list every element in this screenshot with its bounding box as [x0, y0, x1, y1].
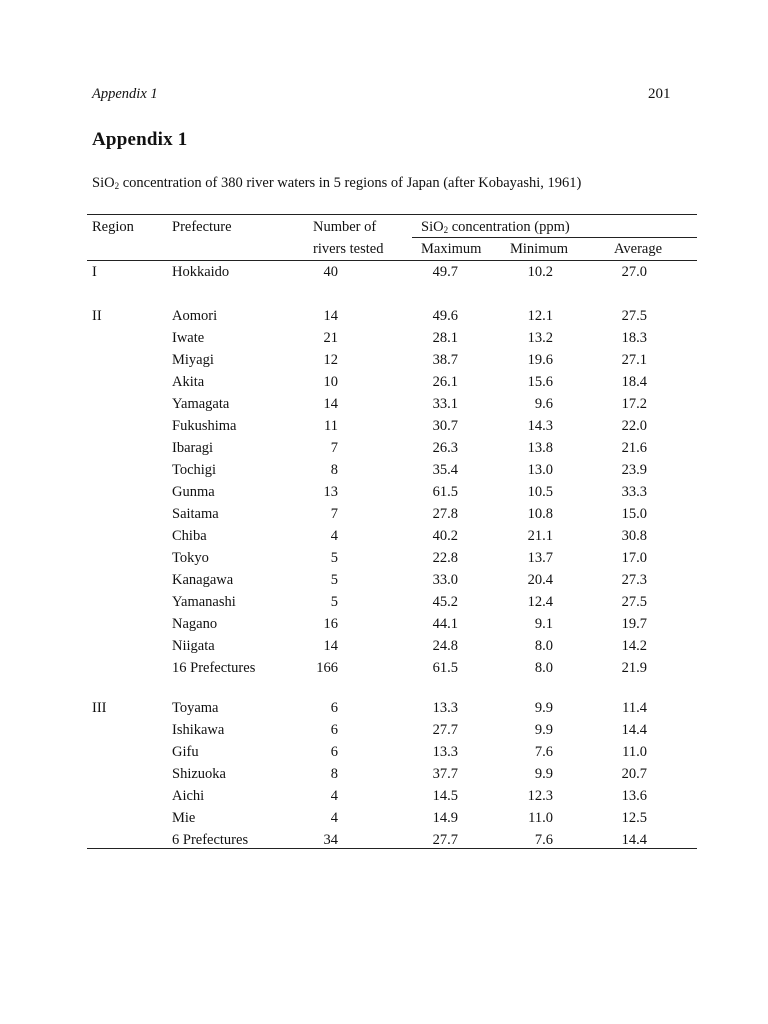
header-maximum: Maximum — [421, 241, 482, 257]
cell-maximum: 44.1 — [432, 616, 458, 632]
cell-minimum: 11.0 — [528, 810, 553, 826]
cell-maximum: 45.2 — [432, 594, 458, 610]
cell-average: 20.7 — [621, 766, 647, 782]
cell-minimum: 9.9 — [534, 700, 553, 716]
cell-rivers-tested: 14 — [323, 638, 338, 654]
cell-prefecture: Gunma — [172, 484, 215, 500]
cell-minimum: 12.1 — [527, 308, 553, 324]
cell-minimum: 13.2 — [527, 330, 553, 346]
cell-maximum: 33.1 — [432, 396, 458, 412]
cell-rivers-tested: 14 — [323, 308, 338, 324]
cell-maximum: 14.5 — [432, 788, 458, 804]
cell-prefecture: Nagano — [172, 616, 218, 632]
cell-minimum: 9.9 — [534, 766, 553, 782]
cell-rivers-tested: 34 — [323, 832, 338, 848]
cell-average: 17.2 — [621, 396, 647, 412]
cell-average: 18.3 — [621, 330, 647, 346]
cell-prefecture: Iwate — [172, 330, 205, 346]
header-bottom-rule — [87, 260, 697, 261]
header-sio-prefix: SiO — [421, 219, 444, 235]
cell-prefecture: Aichi — [172, 788, 205, 804]
cell-average: 22.0 — [621, 418, 647, 434]
cell-maximum: 13.3 — [432, 744, 458, 760]
cell-maximum: 14.9 — [432, 810, 458, 826]
cell-prefecture: Gifu — [172, 744, 199, 760]
cell-rivers-tested: 7 — [330, 506, 338, 522]
table-caption — [92, 173, 670, 197]
cell-minimum: 19.6 — [527, 352, 553, 368]
cell-prefecture: Saitama — [172, 506, 219, 522]
cell-prefecture: Kanagawa — [172, 572, 234, 588]
cell-minimum: 21.1 — [527, 528, 553, 544]
cell-maximum: 30.7 — [432, 418, 458, 434]
cell-minimum: 7.6 — [534, 744, 553, 760]
header-number-line2: rivers tested — [313, 241, 384, 257]
cell-prefecture: Ishikawa — [172, 722, 225, 738]
header-sio-suffix: concentration (ppm) — [448, 219, 570, 235]
cell-minimum: 12.4 — [527, 594, 553, 610]
cell-maximum: 38.7 — [432, 352, 458, 368]
cell-rivers-tested: 6 — [330, 700, 338, 716]
cell-average: 14.4 — [621, 832, 647, 848]
cell-average: 27.5 — [621, 594, 647, 610]
cell-rivers-tested: 16 — [323, 616, 338, 632]
cell-average: 27.5 — [621, 308, 647, 324]
cell-prefecture: Tokyo — [172, 550, 209, 566]
cell-minimum: 7.6 — [534, 832, 553, 848]
cell-minimum: 9.1 — [534, 616, 553, 632]
page-number: 201 — [648, 86, 671, 102]
cell-rivers-tested: 5 — [330, 550, 338, 566]
cell-average: 19.7 — [621, 616, 647, 632]
cell-minimum: 9.9 — [534, 722, 553, 738]
appendix-title: Appendix 1 — [92, 129, 188, 150]
cell-maximum: 35.4 — [432, 462, 458, 478]
cell-average: 21.9 — [621, 660, 647, 676]
header-minimum: Minimum — [510, 241, 569, 257]
cell-average: 27.0 — [621, 264, 647, 280]
cell-maximum: 61.5 — [432, 484, 458, 500]
running-title: Appendix 1 — [92, 86, 158, 102]
cell-minimum: 20.4 — [527, 572, 553, 588]
cell-average: 30.8 — [621, 528, 647, 544]
cell-prefecture: Yamanashi — [172, 594, 236, 610]
header-region: Region — [92, 219, 134, 235]
cell-average: 13.6 — [621, 788, 647, 804]
cell-rivers-tested: 5 — [330, 572, 338, 588]
cell-minimum: 13.8 — [527, 440, 553, 456]
cell-maximum: 28.1 — [432, 330, 458, 346]
cell-rivers-tested: 10 — [323, 374, 338, 390]
cell-average: 23.9 — [621, 462, 647, 478]
cell-prefecture: Hokkaido — [172, 264, 230, 280]
cell-rivers-tested: 4 — [330, 528, 338, 544]
cell-maximum: 27.7 — [432, 722, 458, 738]
cell-prefecture: 16 Prefectures — [172, 660, 256, 676]
cell-minimum: 10.5 — [527, 484, 553, 500]
cell-maximum: 61.5 — [432, 660, 458, 676]
cell-rivers-tested: 12 — [323, 352, 338, 368]
cell-maximum: 27.7 — [432, 832, 458, 848]
cell-average: 14.4 — [621, 722, 647, 738]
cell-maximum: 13.3 — [432, 700, 458, 716]
cell-prefecture: Mie — [172, 810, 196, 826]
cell-rivers-tested: 14 — [323, 396, 338, 412]
cell-rivers-tested: 166 — [316, 660, 338, 676]
cell-prefecture: Fukushima — [172, 418, 237, 434]
cell-average: 33.3 — [621, 484, 647, 500]
cell-average: 17.0 — [621, 550, 647, 566]
cell-prefecture: Shizuoka — [172, 766, 226, 782]
cell-average: 27.3 — [621, 572, 647, 588]
cell-prefecture: Toyama — [172, 700, 219, 716]
cell-minimum: 8.0 — [534, 660, 553, 676]
cell-rivers-tested: 13 — [323, 484, 338, 500]
cell-rivers-tested: 7 — [330, 440, 338, 456]
cell-maximum: 22.8 — [432, 550, 458, 566]
cell-prefecture: Akita — [172, 374, 205, 390]
cell-rivers-tested: 40 — [323, 264, 338, 280]
cell-average: 15.0 — [621, 506, 647, 522]
cell-average: 11.0 — [622, 744, 647, 760]
caption-subscript: 2 — [114, 181, 120, 191]
cell-average: 14.2 — [621, 638, 647, 654]
header-average: Average — [614, 241, 663, 257]
cell-rivers-tested: 4 — [330, 788, 338, 804]
cell-rivers-tested: 6 — [330, 744, 338, 760]
cell-maximum: 49.7 — [432, 264, 458, 280]
cell-maximum: 26.1 — [432, 374, 458, 390]
cell-maximum: 26.3 — [432, 440, 458, 456]
cell-rivers-tested: 8 — [330, 462, 338, 478]
cell-region: III — [92, 700, 107, 716]
caption-text: concentration of 380 river waters in 5 regions of Japan (after Kobayashi, 1961) — [119, 175, 582, 191]
cell-minimum: 10.2 — [527, 264, 553, 280]
cell-minimum: 10.8 — [527, 506, 553, 522]
cell-prefecture: Yamagata — [172, 396, 230, 412]
cell-prefecture: 6 Prefectures — [172, 832, 249, 848]
cell-maximum: 24.8 — [432, 638, 458, 654]
header-sio-subscript: 2 — [443, 225, 449, 235]
cell-average: 12.5 — [621, 810, 647, 826]
cell-minimum: 13.0 — [527, 462, 553, 478]
cell-maximum: 49.6 — [432, 308, 458, 324]
cell-rivers-tested: 11 — [324, 418, 338, 434]
cell-rivers-tested: 5 — [330, 594, 338, 610]
cell-average: 11.4 — [622, 700, 647, 716]
header-prefecture: Prefecture — [172, 219, 232, 235]
cell-rivers-tested: 4 — [330, 810, 338, 826]
cell-minimum: 13.7 — [527, 550, 553, 566]
cell-rivers-tested: 21 — [323, 330, 338, 346]
cell-prefecture: Niigata — [172, 638, 215, 654]
cell-maximum: 33.0 — [432, 572, 458, 588]
cell-maximum: 37.7 — [432, 766, 458, 782]
cell-minimum: 9.6 — [534, 396, 553, 412]
cell-rivers-tested: 8 — [330, 766, 338, 782]
cell-region: I — [92, 264, 97, 280]
cell-minimum: 12.3 — [527, 788, 553, 804]
table-top-rule — [87, 214, 697, 215]
cell-average: 18.4 — [621, 374, 647, 390]
cell-minimum: 14.3 — [527, 418, 553, 434]
cell-region: II — [92, 308, 102, 324]
cell-prefecture: Aomori — [172, 308, 218, 324]
cell-prefecture: Tochigi — [172, 462, 217, 478]
header-number-line1: Number of — [313, 219, 377, 235]
cell-minimum: 8.0 — [534, 638, 553, 654]
cell-prefecture: Miyagi — [172, 352, 214, 368]
cell-maximum: 40.2 — [432, 528, 458, 544]
cell-maximum: 27.8 — [432, 506, 458, 522]
cell-minimum: 15.6 — [527, 374, 553, 390]
cell-prefecture: Ibaragi — [172, 440, 214, 456]
header-sio2-concentration — [421, 218, 570, 239]
cell-average: 21.6 — [621, 440, 647, 456]
cell-average: 27.1 — [621, 352, 647, 368]
cell-rivers-tested: 6 — [330, 722, 338, 738]
cell-prefecture: Chiba — [172, 528, 207, 544]
caption-sio: SiO — [92, 175, 115, 191]
